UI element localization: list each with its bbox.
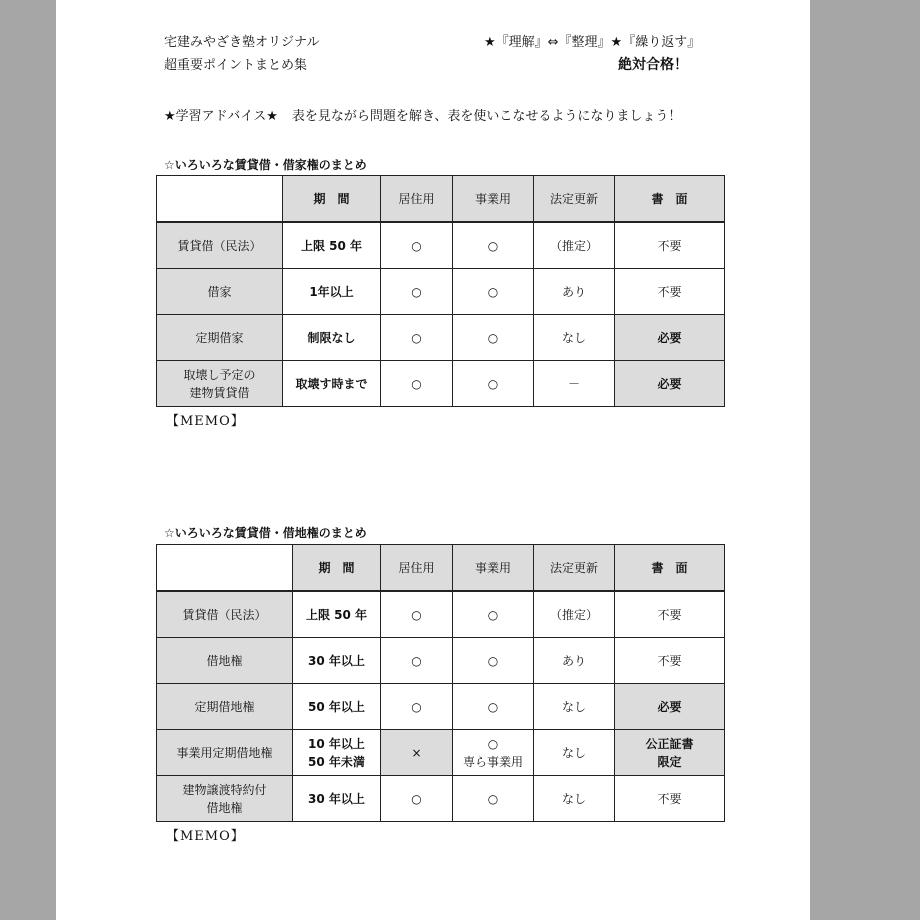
- residential-cell: ○: [381, 269, 453, 315]
- header-document: 書 面: [615, 545, 725, 592]
- business-cell: [453, 730, 534, 776]
- header-document: 書 面: [615, 176, 725, 223]
- period-cell: 制限なし: [283, 315, 381, 361]
- business-cell: ○: [453, 638, 534, 684]
- renewal-cell: なし: [534, 776, 615, 822]
- residential-cell: ○: [381, 776, 453, 822]
- business-cell: ○: [453, 269, 534, 315]
- document-page: [56, 0, 810, 920]
- renewal-cell: なし: [534, 730, 615, 776]
- table-row: [157, 361, 725, 407]
- period-cell: [293, 730, 381, 776]
- table-header-row: [157, 176, 725, 223]
- document-cell: 必要: [615, 315, 725, 361]
- residential-cell: ○: [381, 591, 453, 638]
- row-label: 借家: [157, 269, 283, 315]
- header-motto: ★『理解』⇔『整理』★『繰り返す』: [484, 35, 701, 50]
- row-label: 賃貸借（民法）: [157, 591, 293, 638]
- period-cell: 50 年以上: [293, 684, 381, 730]
- lease-house-table: [156, 175, 725, 407]
- period-cell: 取壊す時まで: [283, 361, 381, 407]
- lease-land-table: [156, 544, 725, 822]
- residential-cell: ○: [381, 315, 453, 361]
- business-line2: 専ら事業用: [462, 754, 523, 769]
- header-renewal: 法定更新: [534, 176, 615, 223]
- header-business: 事業用: [453, 545, 534, 592]
- table-row: [157, 684, 725, 730]
- business-cell: ○: [453, 315, 534, 361]
- table1-title: ☆いろいろな賃貸借・借家権のまとめ: [164, 158, 367, 172]
- table-row: [157, 776, 725, 822]
- period-line1: 10 年以上: [308, 736, 365, 751]
- business-cell: ○: [453, 776, 534, 822]
- table2-title: ☆いろいろな賃貸借・借地権のまとめ: [164, 526, 367, 540]
- row-label: [157, 776, 293, 822]
- row-label: 定期借地権: [157, 684, 293, 730]
- header-renewal: 法定更新: [534, 545, 615, 592]
- period-cell: 上限 50 年: [283, 222, 381, 269]
- residential-cell: ○: [381, 638, 453, 684]
- row-label-line2: 借地権: [206, 800, 243, 815]
- memo-label-2: 【MEMO】: [166, 829, 245, 844]
- row-label-line1: 取壊し予定の: [183, 367, 256, 382]
- row-label: [157, 361, 283, 407]
- header-blank: [157, 176, 283, 223]
- period-cell: 30 年以上: [293, 638, 381, 684]
- renewal-cell: －: [534, 361, 615, 407]
- document-cell: 必要: [615, 684, 725, 730]
- document-cell: 不要: [615, 222, 725, 269]
- advice-label: ★学習アドバイス★: [164, 109, 278, 124]
- row-label-line2: 建物賃貸借: [189, 385, 250, 400]
- period-cell: 30 年以上: [293, 776, 381, 822]
- business-cell: ○: [453, 684, 534, 730]
- row-label: 借地権: [157, 638, 293, 684]
- row-label-line1: 建物譲渡特約付: [182, 782, 267, 797]
- renewal-cell: なし: [534, 315, 615, 361]
- header-business: 事業用: [453, 176, 534, 223]
- business-cell: ○: [453, 222, 534, 269]
- renewal-cell: （推定）: [534, 591, 615, 638]
- table-row: [157, 269, 725, 315]
- renewal-cell: なし: [534, 684, 615, 730]
- document-cell: 不要: [615, 591, 725, 638]
- residential-cell: ×: [381, 730, 453, 776]
- document-cell: 不要: [615, 638, 725, 684]
- table-header-row: [157, 545, 725, 592]
- table-row: [157, 730, 725, 776]
- document-cell: [615, 730, 725, 776]
- document-cell: 不要: [615, 269, 725, 315]
- header-slogan: 絶対合格！: [618, 57, 688, 73]
- period-cell: 上限 50 年: [293, 591, 381, 638]
- renewal-cell: （推定）: [534, 222, 615, 269]
- advice-text: 表を見ながら問題を解き、表を使いこなせるようになりましょう！: [291, 109, 682, 124]
- row-label: 事業用定期借地権: [157, 730, 293, 776]
- residential-cell: ○: [381, 361, 453, 407]
- header-period: 期 間: [293, 545, 381, 592]
- business-line1: ○: [487, 736, 499, 751]
- memo-label-1: 【MEMO】: [166, 414, 245, 429]
- header-residential: 居住用: [381, 176, 453, 223]
- document-cell: 必要: [615, 361, 725, 407]
- business-cell: ○: [453, 361, 534, 407]
- study-advice: [164, 108, 681, 126]
- residential-cell: ○: [381, 684, 453, 730]
- table-row: [157, 591, 725, 638]
- header-school-name: 宅建みやざき塾オリジナル: [164, 35, 320, 50]
- business-cell: ○: [453, 591, 534, 638]
- row-label: 定期借家: [157, 315, 283, 361]
- document-line2: 限定: [657, 754, 682, 769]
- residential-cell: ○: [381, 222, 453, 269]
- header-subtitle: 超重要ポイントまとめ集: [164, 58, 308, 73]
- table-row: [157, 638, 725, 684]
- document-line1: 公正証書: [645, 736, 694, 751]
- header-period: 期 間: [283, 176, 381, 223]
- header-blank: [157, 545, 293, 592]
- period-line2: 50 年未満: [308, 754, 365, 769]
- header-residential: 居住用: [381, 545, 453, 592]
- renewal-cell: あり: [534, 269, 615, 315]
- table-row: [157, 222, 725, 269]
- document-cell: 不要: [615, 776, 725, 822]
- period-cell: 1年以上: [283, 269, 381, 315]
- renewal-cell: あり: [534, 638, 615, 684]
- row-label: 賃貸借（民法）: [157, 222, 283, 269]
- table-row: [157, 315, 725, 361]
